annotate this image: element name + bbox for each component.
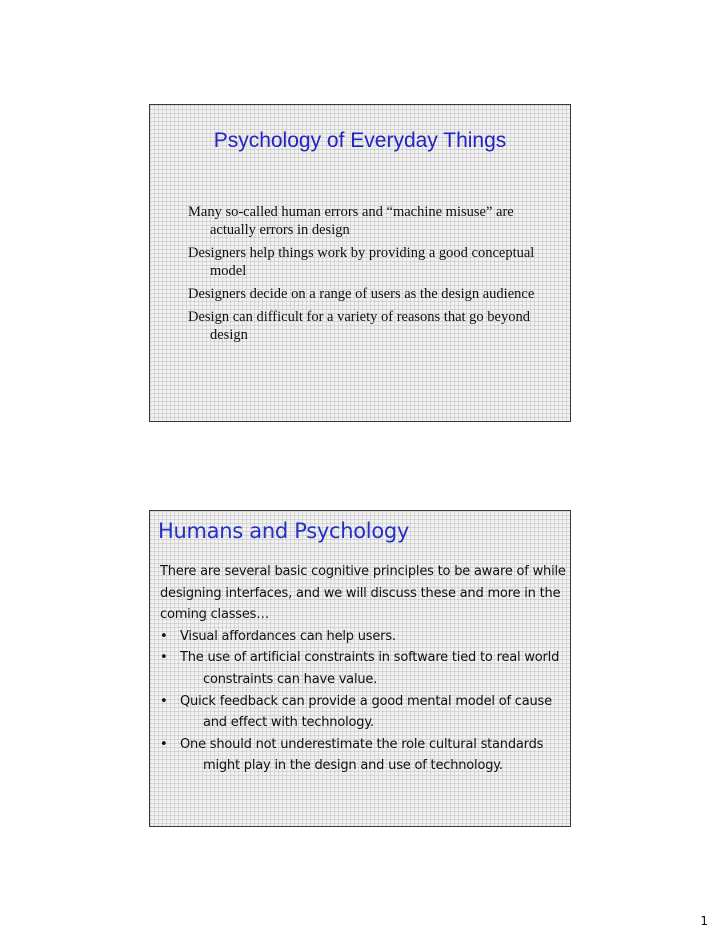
- bullet-icon: •: [160, 650, 168, 666]
- slide-psychology-of-everyday-things: [149, 104, 571, 422]
- page-number: 1: [700, 914, 708, 928]
- bullet-icon: •: [160, 628, 168, 644]
- bullet-icon: •: [160, 693, 168, 709]
- bullet-list: [160, 626, 566, 777]
- list-item: [160, 626, 566, 648]
- list-item: [160, 691, 566, 734]
- bullet-text: Quick feedback can provide a good mental model of cause and effect with technology.: [180, 693, 552, 731]
- bullet-text: Visual affordances can help users.: [180, 628, 396, 644]
- slide-humans-and-psychology: [149, 510, 571, 827]
- list-item: [160, 647, 566, 690]
- bullet-text: One should not underestimate the role cultural standards might play in the design and use of technology.: [180, 736, 544, 774]
- list-item: [160, 734, 566, 777]
- list-item: Designers help things work by providing a good conceptual model: [188, 245, 535, 279]
- slide-intro-text: There are several basic cognitive principles to be aware of while designing interfaces, and we will discuss these and more in the coming classes…: [160, 564, 566, 623]
- slide-title: Psychology of Everyday Things: [213, 129, 507, 152]
- slide-point-list: [188, 203, 558, 349]
- slide-title: Humans and Psychology: [158, 519, 410, 543]
- list-item: Designers decide on a range of users as the design audience: [188, 286, 535, 302]
- list-item: Design can difficult for a variety of reasons that go beyond design: [188, 309, 530, 343]
- list-item: Many so-called human errors and “machine misuse” are actually errors in design: [188, 204, 514, 238]
- slide-body: [160, 561, 566, 777]
- bullet-text: The use of artificial constraints in software tied to real world constraints can have value.: [180, 650, 560, 687]
- bullet-icon: •: [160, 736, 168, 752]
